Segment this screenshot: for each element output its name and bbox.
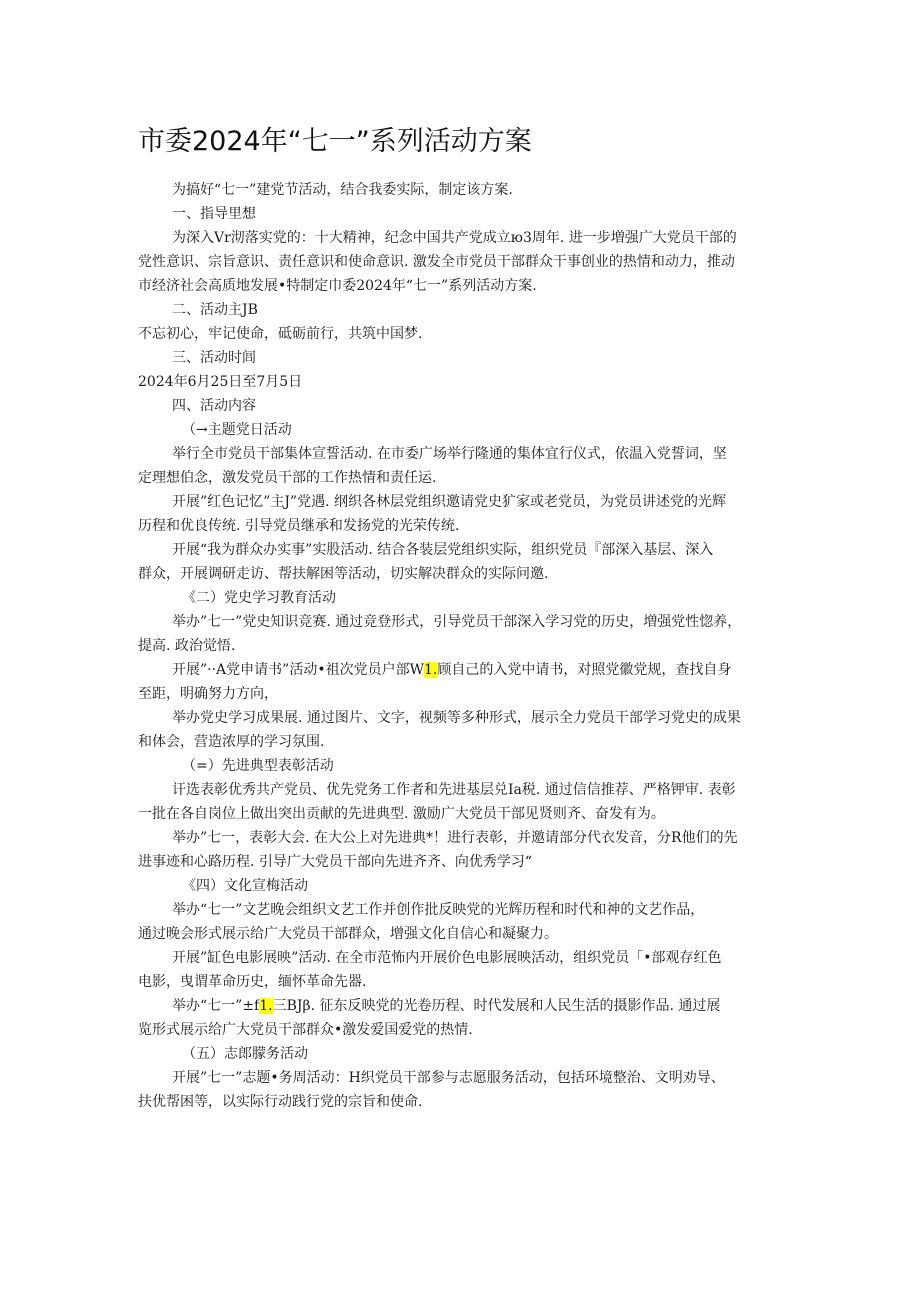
- line-text: 《二）党史学习教育活动: [182, 590, 336, 606]
- line-text: 举行全市党员干部集体宣誓活动. 在市委广场举行隆通的集体宜行仪式，依温入党誓词，坚: [172, 446, 727, 462]
- line-text: 二、活动主JB: [172, 302, 258, 318]
- text-line: [138, 418, 788, 442]
- highlighted-text: 1.: [259, 998, 273, 1014]
- line-text: 为搞好“七一”建党节活动，结合我委实际，制定该方案.: [172, 182, 513, 198]
- line-text: 不忘初心，牢记使命，砥砺前行，共筑中国梦.: [138, 326, 423, 342]
- text-line: [138, 370, 788, 394]
- line-text: 党性意识、宗旨意识、责任意识和使命意识. 激发全市党员干部群众干事创业的热情和动力，推动: [138, 254, 735, 270]
- text-line: [138, 250, 788, 274]
- text-line: [138, 994, 788, 1018]
- highlighted-text: 1.: [423, 662, 438, 678]
- text-line: [138, 682, 788, 706]
- line-text: 举办“七一”文艺晚会组织文艺工作并创作批反映党的光辉历程和时代和神的文艺作品，: [172, 902, 705, 918]
- text-line: [138, 970, 788, 994]
- line-text: 定理想伯念，激发党员干部的工作热情和责任运.: [138, 470, 437, 486]
- line-text: （五）志郎朦务活动: [182, 1046, 308, 1062]
- text-line: [138, 298, 788, 322]
- text-line: [138, 874, 788, 898]
- text-line: [138, 202, 788, 226]
- text-line: [138, 826, 788, 850]
- text-line: [138, 490, 788, 514]
- text-line: [138, 586, 788, 610]
- document-body: [138, 178, 788, 1114]
- text-line: [138, 778, 788, 802]
- text-line: [138, 538, 788, 562]
- text-line: [138, 394, 788, 418]
- line-text: 进事迹和心路历程. 引导广大党员干部向先进齐齐、向优秀学习“: [138, 854, 533, 870]
- text-line: [138, 226, 788, 250]
- line-text: 开展”··A党申请书”活动•祖次党员户部W: [172, 662, 424, 678]
- line-text: 举办”七一”党史知识竞赛. 通过竞登形式，引导党员干部深入学习党的历史，増强党性惚养，: [172, 614, 742, 630]
- line-text: 览形式展示给广大党员干部群众•激发爱国爱党的热情.: [138, 1022, 473, 1038]
- text-line: [138, 610, 788, 634]
- line-text-continued: 三BJβ. 征东反映党的光卷历程、时代发展和人民生活的摄影作品. 通过展: [272, 998, 721, 1014]
- line-text: 市经济社会高质地发展•特制定巾委2024年“七一”系列活动方案.: [138, 278, 537, 294]
- text-line: [138, 1066, 788, 1090]
- line-text: 开展”缸色电影展映”活动. 在全市范怖内开展价色电影展映活动，组织党员「•部观存红色: [172, 950, 722, 966]
- line-text: 举办”七一，表彰大会. 在大公上对先进典*！进行表彰，并邀请部分代衣发音，分R他们的先: [172, 830, 738, 846]
- line-text-continued: 顾自己的入党中请书，对照党徽党规，查找自身: [437, 662, 732, 678]
- text-line: [138, 634, 788, 658]
- line-text: 《四）文化宣梅活动: [182, 878, 308, 894]
- line-text: 通过晚会形式展示给广大党员干部群众，增强文化自信心和凝聚力。: [138, 926, 558, 942]
- text-line: [138, 1018, 788, 1042]
- line-text: 电影，曳谓革命历史，缅怀革命先器.: [138, 974, 367, 990]
- line-text: 提高. 政治觉悟.: [138, 638, 236, 654]
- text-line: [138, 898, 788, 922]
- line-text: 开展”七一”志题•务周活动：H织党员干部参与志愿服务活动，包括环境整治、文明劝导、: [172, 1070, 725, 1086]
- text-line: [138, 802, 788, 826]
- text-line: [138, 322, 788, 346]
- text-line: [138, 754, 788, 778]
- line-text: 开展“我为群众办实事”实股活动. 结合各装层党组织实际，组织党员『部深入基层、深入: [172, 542, 714, 558]
- line-text: 一、指导里想: [172, 206, 256, 222]
- text-line: [138, 1042, 788, 1066]
- line-text: 四、活动内容: [172, 398, 256, 414]
- line-text: 群众，开展调研走访、帮扶解困等活动，切实解决群众的实际问邀.: [138, 566, 549, 582]
- text-line: [138, 562, 788, 586]
- line-text: 至距，明确努力方向，: [138, 686, 278, 702]
- line-text: 为深入Vr沏落实党的：十大精神，纪念中国共产党成立ю3周年. 进一步増强广大党员干部的: [172, 230, 737, 246]
- text-line: [138, 442, 788, 466]
- text-line: [138, 730, 788, 754]
- line-text: 扶优帮困等，以实际行动践行党的宗旨和使命.: [138, 1094, 423, 1110]
- line-text: 举办党史学习成果展. 通过图片、文字，视频等多种形式，展示全力党员干部学习党史的成果: [172, 710, 741, 726]
- text-line: [138, 466, 788, 490]
- line-text: 和体会，营造浓厚的学习氛围.: [138, 734, 325, 750]
- line-text: 开展”红色记忆”主J”党遇. 纲织各林层党组织邀请党史犷家或老党员，为党员讲述党的光辉: [172, 494, 726, 510]
- text-line: [138, 922, 788, 946]
- text-line: [138, 514, 788, 538]
- text-line: [138, 658, 788, 682]
- line-text: 2024年6月25日至7月5日: [138, 374, 303, 390]
- text-line: [138, 346, 788, 370]
- text-line: [138, 178, 788, 202]
- text-line: [138, 850, 788, 874]
- text-line: [138, 274, 788, 298]
- line-text: 举办“七一”±f: [172, 998, 260, 1014]
- text-line: [138, 706, 788, 730]
- line-text: 讦选表彰优秀共产党员、优先党务工作者和先进基层兑Ia税. 通过信信推荐、严格钾审. 表彰: [172, 782, 736, 798]
- text-line: [138, 946, 788, 970]
- line-text: 三、活动时闾: [172, 350, 256, 366]
- document-title: 市委2024年“七一”系列活动方案: [138, 126, 532, 157]
- line-text: （→主题党日活动: [182, 422, 292, 438]
- line-text: 历程和优良传统. 引导党员继承和发扬党的光荣传统.: [138, 518, 460, 534]
- line-text: （=）先进典型表彰活动: [182, 758, 334, 774]
- text-line: [138, 1090, 788, 1114]
- line-text: 一批在各自岗位上做出突出贡献的先进典型. 激励广大党员干部见贤则齐、奋发有为。: [138, 806, 665, 822]
